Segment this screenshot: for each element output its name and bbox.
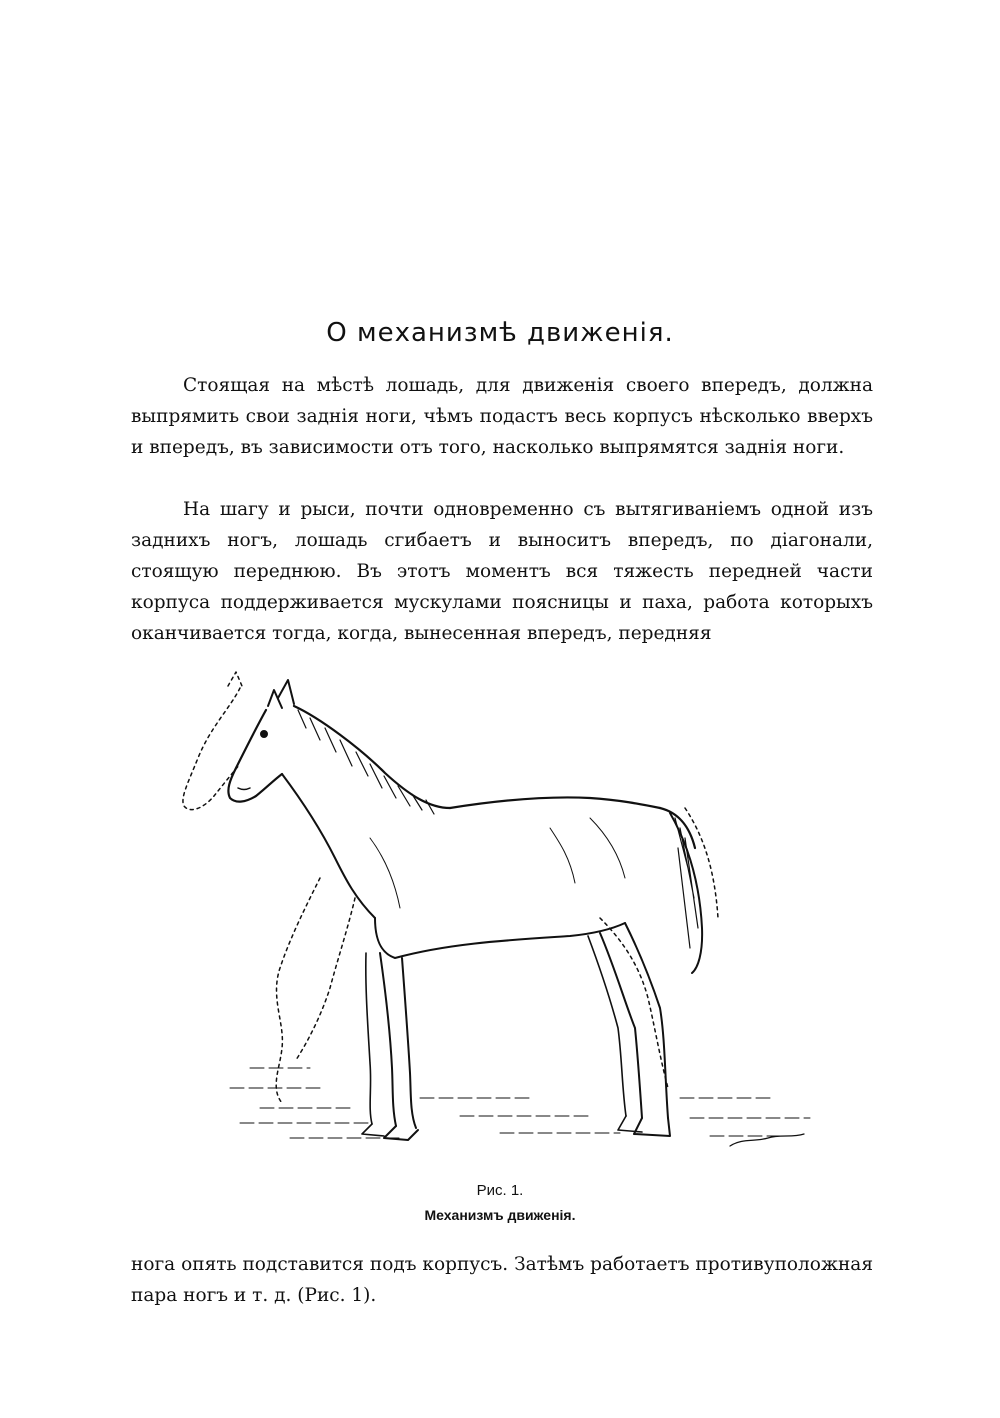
horse-figure [170, 668, 830, 1173]
paragraph-1: Стоящая на мѣстѣ лошадь, для движенія своего впередъ, должна выпрямить свои заднія ноги, чѣмъ подастъ весь корпусъ нѣсколько вверхъ и впередъ, въ зависимости отъ того, насколько выпрямятся заднія ноги. [131, 375, 873, 458]
page-title: О механизмѣ движенія. [326, 318, 674, 348]
figure-caption-number: Рис. 1. [476, 1182, 524, 1199]
paragraph-3: нога опять подставится подъ корпусъ. Затѣмъ работаетъ противуположная пара ногъ и т. д. (Рис. 1). [131, 1254, 873, 1306]
paragraph-2: На шагу и рыси, почти одновременно съ вытягиваніемъ одной изъ заднихъ ногъ, лошадь сгибаетъ и выноситъ впередъ, по діагонали, стоящую переднюю. Въ этотъ моментъ вся тяжесть передней части корпуса поддерживается мускулами поясницы и паха, работа которыхъ оканчивается тогда, когда, вынесенная впередъ, передняя [131, 499, 873, 644]
figure-caption-title: Механизмъ движенія. [424, 1207, 576, 1223]
horse-illustration-icon [170, 668, 830, 1173]
